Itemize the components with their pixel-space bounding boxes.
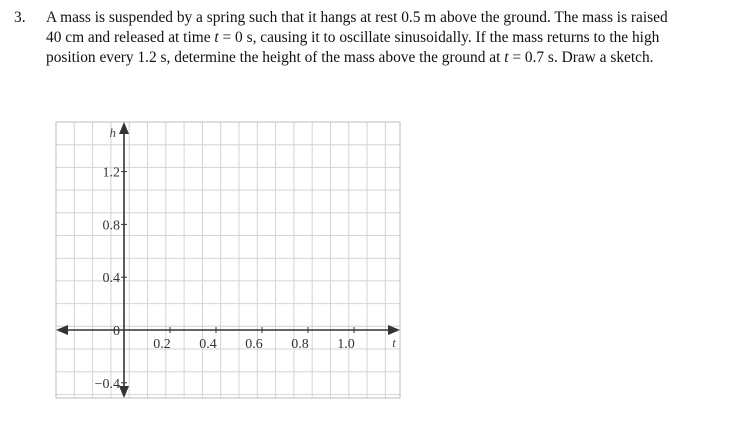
y-tick-label: 0.4 — [102, 271, 120, 287]
problem-line-1-text: A mass is suspended by a spring such that it hangs at rest 0.5 m above the ground. The mass is raised — [46, 9, 668, 26]
x-tick-label: 0.2 — [153, 337, 171, 352]
y-tick-label: 1.2 — [102, 165, 120, 181]
y-axis-up-arrow — [119, 122, 129, 134]
x-axis-label: t — [392, 335, 396, 350]
grid-lines — [56, 122, 400, 398]
time-variable: t — [504, 49, 509, 66]
y-axis-label: h — [109, 125, 116, 140]
problem-number: 3. — [14, 9, 26, 26]
y-axis-down-arrow — [119, 386, 129, 398]
x-tick-label: 0.8 — [291, 337, 309, 352]
time-variable: t — [214, 29, 219, 46]
y-tick-label: −0.4 — [94, 376, 120, 392]
x-tick-label: 0.4 — [199, 337, 217, 352]
x-tick-label: 0.6 — [245, 337, 263, 352]
y-tick-label: 0 — [113, 324, 120, 339]
y-tick-label: 0.8 — [102, 218, 120, 234]
problem-line-3-text-b: = 0.7 s. Draw a sketch. — [508, 49, 654, 66]
problem-line-3-text-a: position every 1.2 s, determine the height of the mass above the ground at — [46, 49, 505, 66]
problem-line-2-text-b: = 0 s, causing it to oscillate sinusoidally. If the mass returns to the high — [218, 29, 660, 46]
problem-line-2-text-a: 40 cm and released at time — [46, 29, 215, 46]
x-tick-label: 1.0 — [337, 337, 355, 352]
